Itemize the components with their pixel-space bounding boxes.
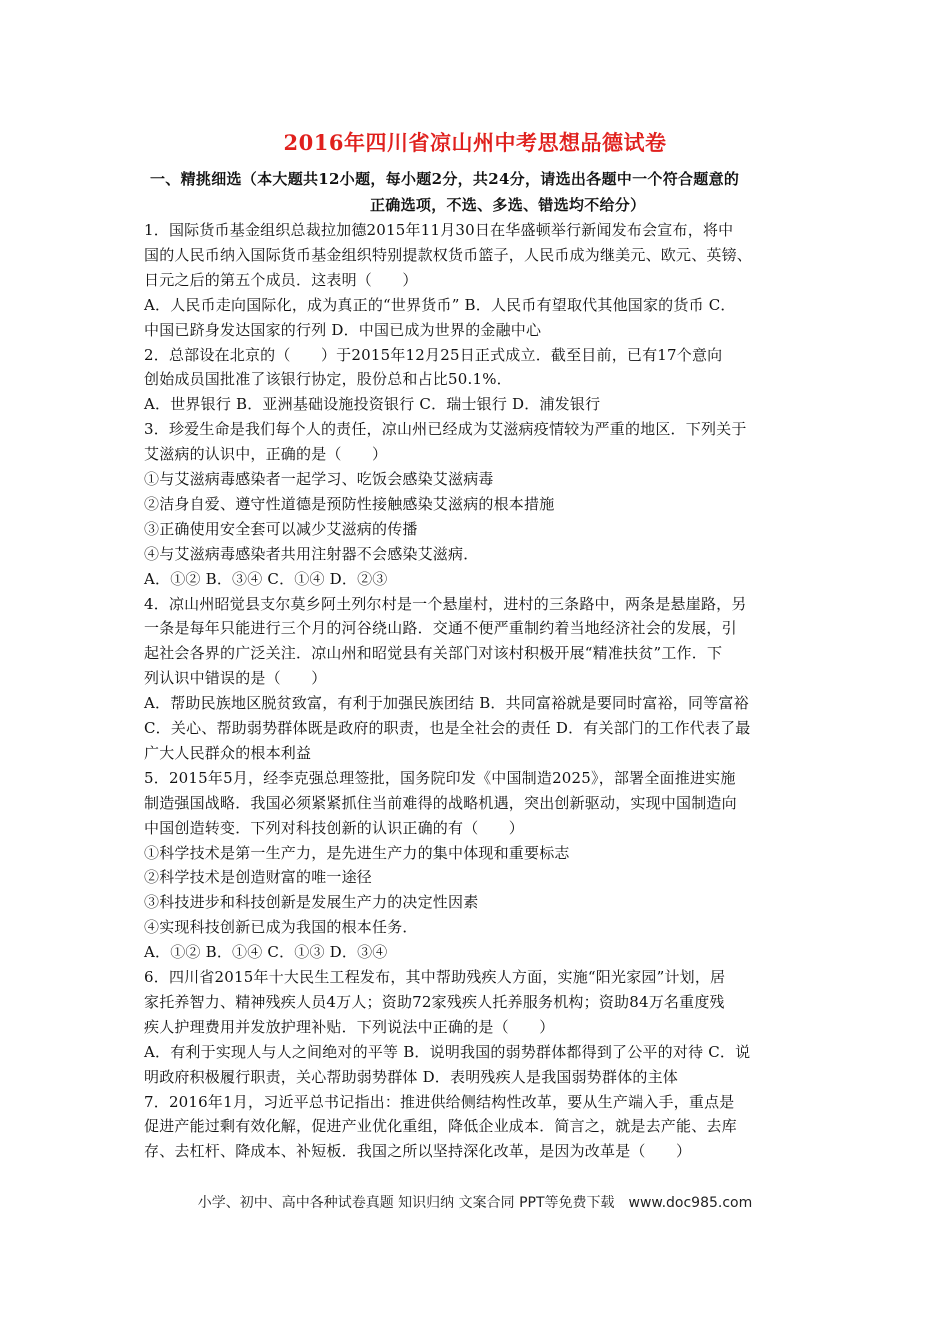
text-line: 家托养智力、精神残疾人员4万人；资助72家残疾人托养服务机构；资助84万名重度残 bbox=[144, 992, 725, 1011]
page-footer: 小学、初中、高中各种试卷真题 知识归纳 文案合同 PPT等免费下载 www.doc985.com bbox=[197, 1195, 753, 1211]
text-line: ①科学技术是第一生产力，是先进生产力的集中体现和重要标志 bbox=[144, 843, 570, 862]
text-line: A．人民币走向国际化，成为真正的“世界货币” B．人民币有望取代其他国家的货币 C． bbox=[144, 295, 736, 314]
text-line: 一条是每年只能进行三个月的河谷绕山路．交通不便严重制约着当地经济社会的发展，引 bbox=[144, 619, 737, 638]
text-line: 明政府积极履行职责，关心帮助弱势群体 D．表明残疾人是我国弱势群体的主体 bbox=[144, 1067, 678, 1086]
text-line: 日元之后的第五个成员．这表明（ ） bbox=[144, 270, 418, 289]
text-line: 中国创造转变．下列对科技创新的认识正确的有（ ） bbox=[144, 818, 525, 837]
text-line: ③科技进步和科技创新是发展生产力的决定性因素 bbox=[144, 893, 479, 912]
text-line: 艾滋病的认识中，正确的是（ ） bbox=[144, 445, 388, 464]
text-line: 起社会各界的广泛关注．凉山州和昭觉县有关部门对该村积极开展“精准扶贫”工作．下 bbox=[144, 644, 723, 663]
document-title: 2016年四川省凉山州中考思想品德试卷 bbox=[283, 130, 667, 155]
text-line: 1．国际货币基金组织总裁拉加德2015年11月30日在华盛顿举行新闻发布会宣布，将中 bbox=[144, 221, 734, 239]
text-line: 5．2015年5月，经李克强总理签批，国务院印发《中国制造2025》，部署全面推进实施 bbox=[144, 768, 736, 787]
section-heading-line-2: 正确选项，不选、多选、错选均不给分） bbox=[370, 196, 646, 214]
text-line: 3．珍爱生命是我们每个人的责任，凉山州已经成为艾滋病疫情较为严重的地区．下列关于 bbox=[144, 420, 747, 439]
text-line: ②科学技术是创造财富的唯一途径 bbox=[144, 868, 373, 887]
text-line: ①与艾滋病毒感染者一起学习、吃饭会感染艾滋病毒 bbox=[144, 470, 494, 488]
text-line: 创始成员国批准了该银行协定，股份总和占比50.1%． bbox=[144, 370, 512, 389]
text-line: 制造强国战略．我国必须紧紧抓住当前难得的战略机遇，突出创新驱动，实现中国制造向 bbox=[144, 793, 737, 812]
text-line: ③正确使用安全套可以减少艾滋病的传播 bbox=[144, 519, 418, 538]
text-line: 中国已跻身发达国家的行列 D．中国已成为世界的金融中心 bbox=[144, 320, 542, 339]
text-line: A．①② B．①④ C．①③ D．③④ bbox=[144, 943, 388, 962]
text-line: C．关心、帮助弱势群体既是政府的职责，也是全社会的责任 D．有关部门的工作代表了最 bbox=[144, 719, 751, 737]
text-line: A．世界银行 B．亚洲基础设施投资银行 C．瑞士银行 D．浦发银行 bbox=[144, 395, 601, 414]
text-line: 国的人民币纳入国际货币基金组织特别提款权货币篮子，人民币成为继美元、欧元、英镑、 bbox=[144, 245, 753, 264]
text-line: 疾人护理费用并发放护理补贴．下列说法中正确的是（ ） bbox=[144, 1017, 555, 1036]
section-heading-line-1: 一、精挑细选（本大题共12小题，每小题2分，共24分，请选出各题中一个符合题意的 bbox=[150, 170, 740, 188]
text-line: 4．凉山州昭觉县支尔莫乡阿土列尔村是一个悬崖村，进村的三条路中，两条是悬崖路，另 bbox=[144, 594, 747, 613]
text-line: A．有利于实现人与人之间绝对的平等 B．说明我国的弱势群体都得到了公平的对待 C．说 bbox=[144, 1042, 751, 1061]
text-line: 7．2016年1月，习近平总书记指出：推进供给侧结构性改革，要从生产端入手，重点是 bbox=[144, 1092, 735, 1111]
text-line: ④实现科技创新已成为我国的根本任务． bbox=[144, 918, 418, 937]
text-line: 6．四川省2015年十大民生工程发布，其中帮助残疾人方面，实施“阳光家园”计划，居 bbox=[144, 968, 726, 986]
text-line: ④与艾滋病毒感染者共用注射器不会感染艾滋病． bbox=[144, 544, 479, 563]
text-line: 促进产能过剩有效化解，促进产业优化重组，降低企业成本．简言之，就是去产能、去库 bbox=[144, 1117, 737, 1136]
text-line: 广大人民群众的根本利益 bbox=[144, 743, 312, 762]
text-line: ②洁身自爱、遵守性道德是预防性接触感染艾滋病的根本措施 bbox=[144, 494, 555, 513]
text-line: A．①② B．③④ C．①④ D．②③ bbox=[144, 569, 388, 588]
text-line: A．帮助民族地区脱贫致富，有利于加强民族团结 B．共同富裕就是要同时富裕，同等富裕 bbox=[144, 694, 749, 713]
text-line: 存、去杠杆、降成本、补短板．我国之所以坚持深化改革，是因为改革是（ ） bbox=[144, 1142, 692, 1161]
text-line: 列认识中错误的是（ ） bbox=[144, 669, 327, 688]
text-line: 2．总部设在北京的（ ）于2015年12月25日正式成立．截至目前，已有17个意向 bbox=[144, 345, 723, 364]
